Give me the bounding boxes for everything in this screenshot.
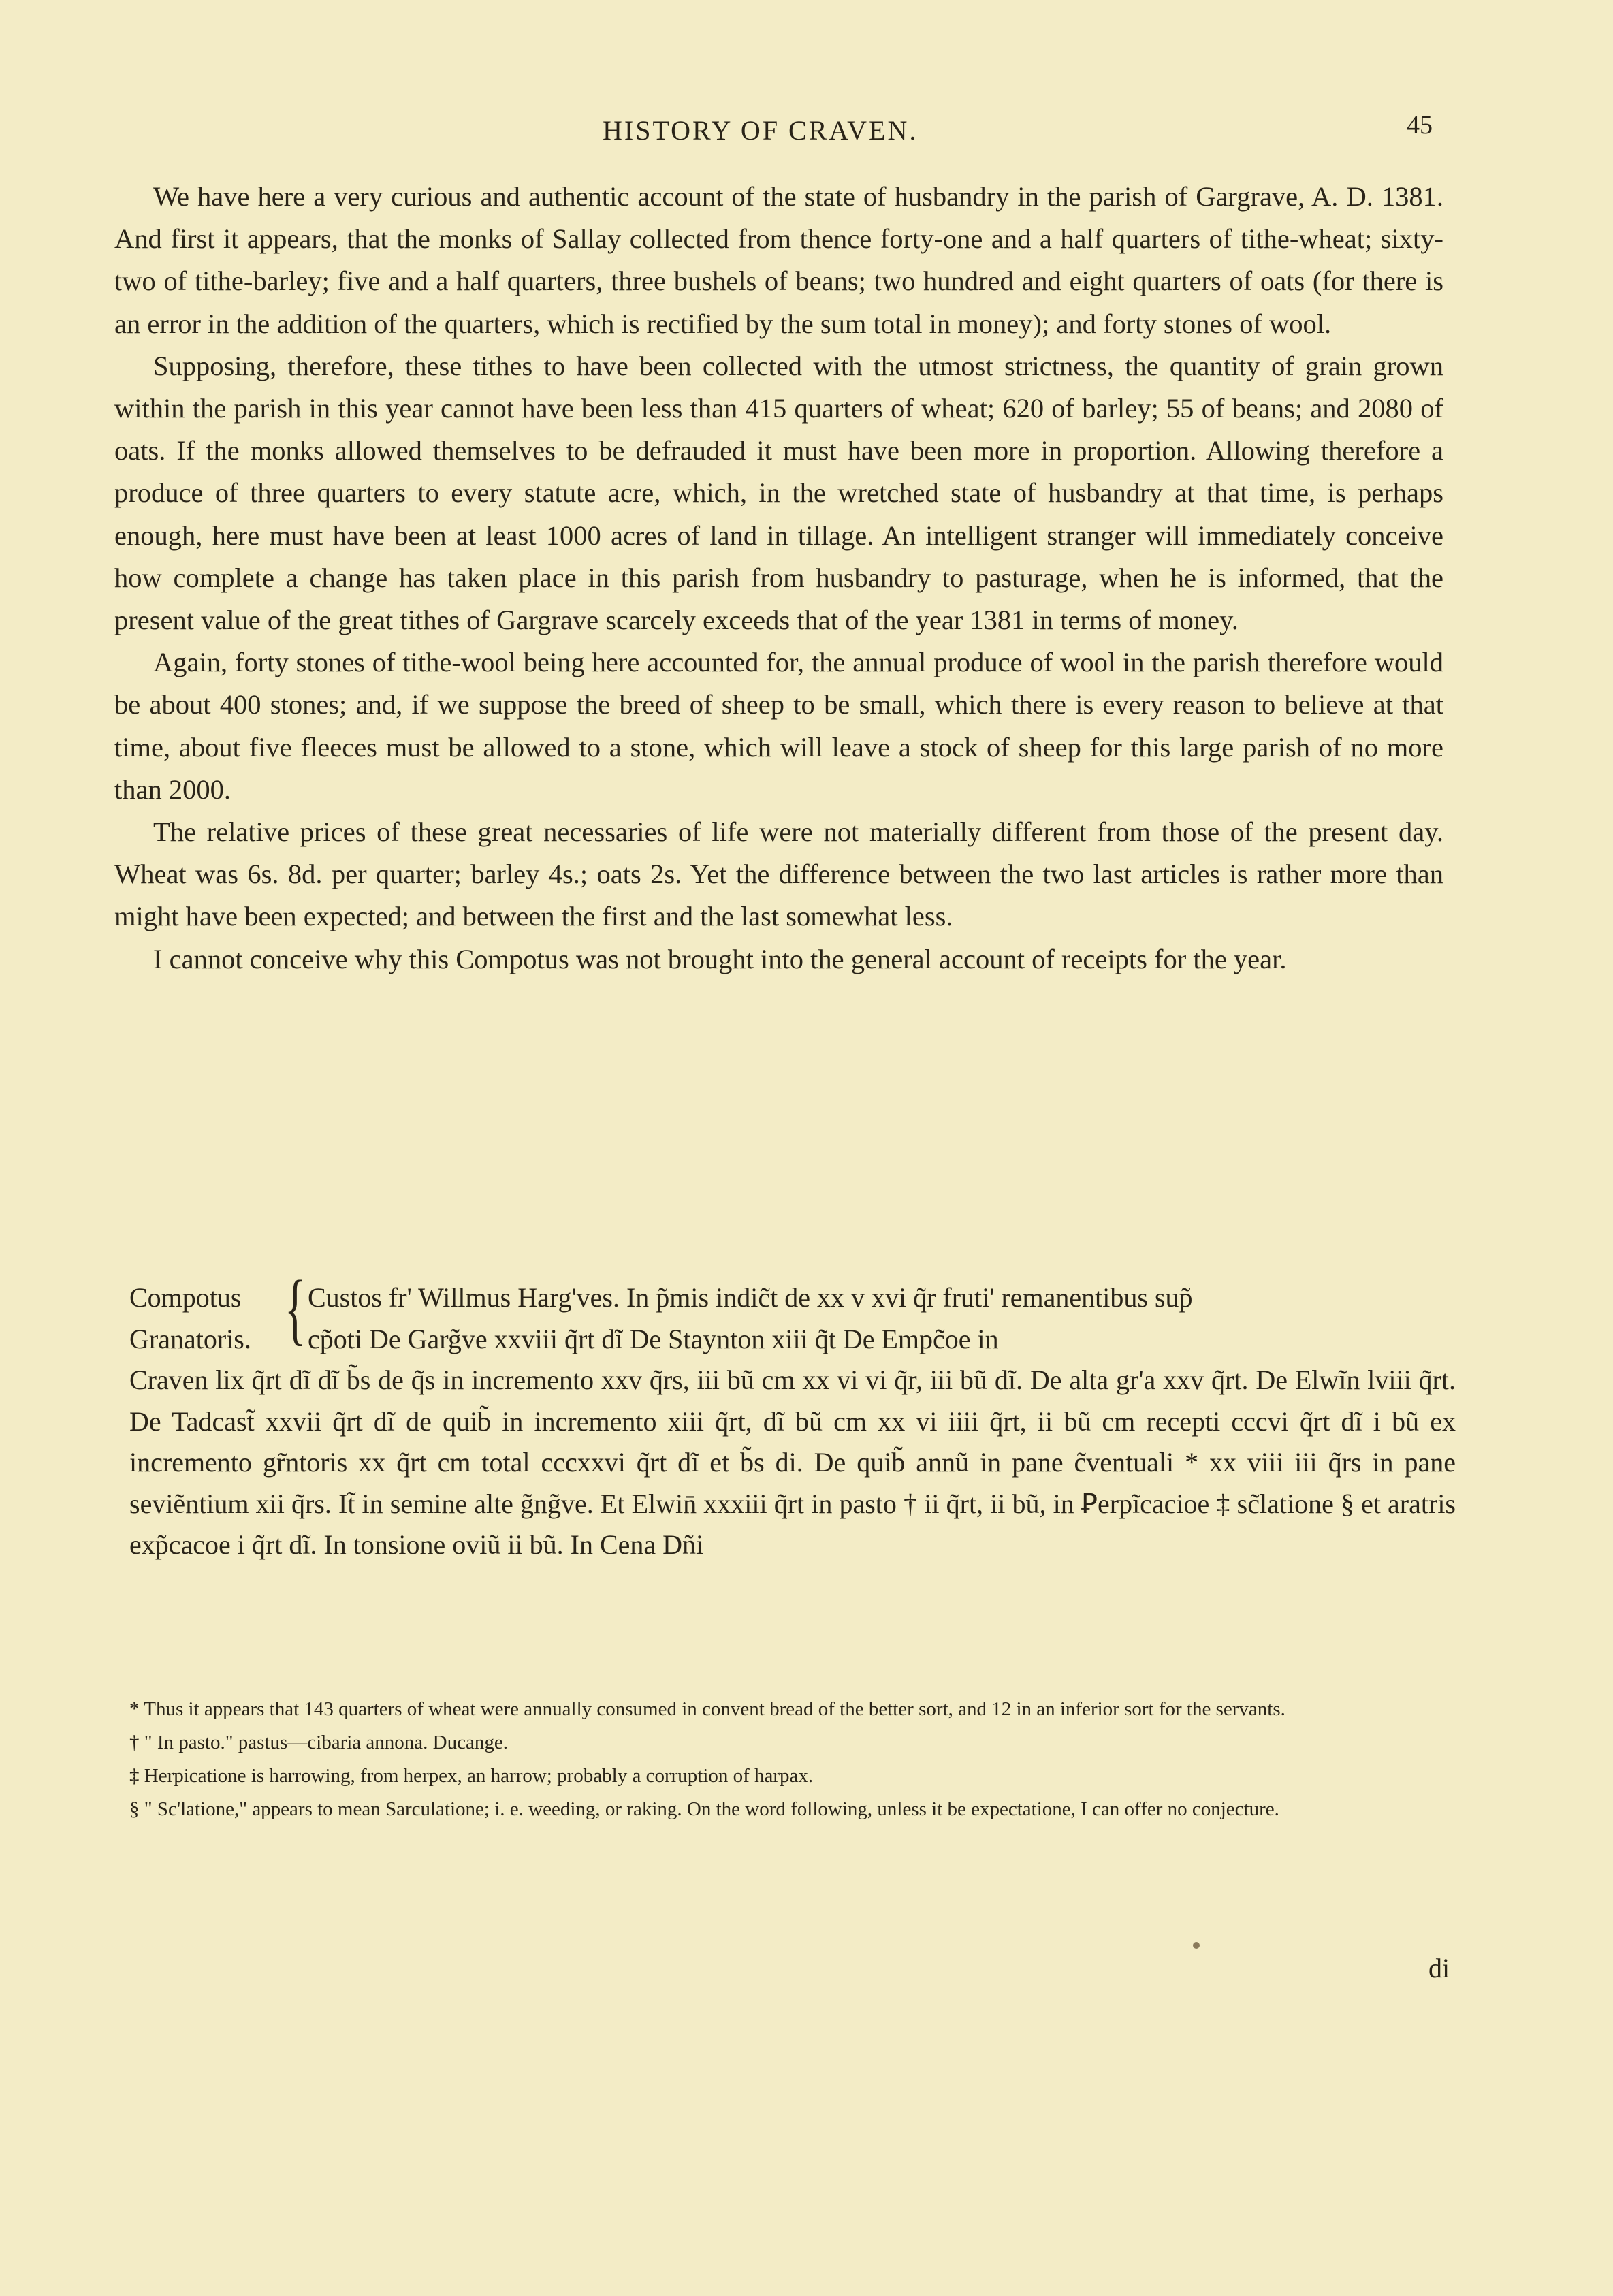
ink-speck xyxy=(1193,1942,1200,1949)
compotus-line: Custos fr' Willmus Harg'ves. In p̃mis indic̃t de xx v xvi q̃r fruti' remanentibus sup̃ xyxy=(308,1282,1193,1313)
paragraph: Supposing, therefore, these tithes to have been collected with the utmost strictness, the quantity of grain grown within the parish in this year cannot have been less than 415 quarters of wheat; 620 of barley; 55 of beans; and 2080 of oats. If the monks allowed themselves to be defrauded it must have been more in proportion. Allowing therefore a produce of three quarters to every statute acre, which, in the wretched state of husbandry at that time, is perhaps enough, here must have been at least 1000 acres of land in tillage. An intelligent stranger will immediately conceive how complete a change has taken place in this parish from husbandry to pasturage, when he is informed, that the present value of the great tithes of Gargrave scarcely exceeds that of the year 1381 in terms of money. xyxy=(114,350,1443,636)
main-text xyxy=(114,176,1443,980)
compotus-heading-text xyxy=(308,1277,1456,1360)
footnote: * Thus it appears that 143 quarters of wheat were annually consumed in convent bread of the better sort, and 12 in an inferior sort for the servants. xyxy=(129,1698,1285,1720)
paragraph: Again, forty stones of tithe-wool being here accounted for, the annual produce of wool in the parish therefore would be about 400 stones; and, if we suppose the breed of sheep to be small, which there is every reason to believe at that time, about five fleeces must be allowed to a stone, which will leave a stock of sheep for this large parish of no more than 2000. xyxy=(114,647,1443,805)
page-header xyxy=(0,111,1613,162)
catchword: di xyxy=(1428,1953,1450,1983)
paragraph: The relative prices of these great necessaries of life were not materially different from those of the present day. Wheat was 6s. 8d. per quarter; barley 4s.; oats 2s. Yet the difference between the two last articles is rather more than might have been expected; and between the first and the last somewhat less. xyxy=(114,816,1443,932)
compotus-heading xyxy=(129,1264,1456,1360)
page-number: 45 xyxy=(1407,111,1433,140)
footnotes xyxy=(129,1695,1440,1829)
compotus-label-line: Granatoris. xyxy=(129,1323,251,1354)
paragraph: I cannot conceive why this Compotus was not brought into the general account of receipts for the year. xyxy=(153,943,1287,974)
running-title: HISTORY OF CRAVEN. xyxy=(603,115,919,146)
footnote: † " In pasto." pastus—cibaria annona. Ducange. xyxy=(129,1732,508,1753)
compotus-label xyxy=(129,1277,278,1360)
footnote: ‡ Herpicatione is harrowing, from herpex, an harrow; probably a corruption of harpax. xyxy=(129,1765,814,1787)
paragraph: We have here a very curious and authentic account of the state of husbandry in the parish of Gargrave, A. D. 1381. And first it appears, that the monks of Sallay collected from thence forty-one and a half quarters of tithe-wheat; sixty-two of tithe-barley; five and a half quarters, three bushels of beans; two hundred and eight quarters of oats (for there is an error in the addition of the quarters, which is rectified by the sum total in money); and forty stones of wool. xyxy=(114,181,1443,339)
compotus-body: Craven lix q̃rt dĩ dĩ b̃s de q̃s in incremento xxv q̃rs, iii bũ cm xx vi vi q̃r, iii bũ dĩ. De alta gr'a xxv q̃rt. De Elwĩn lviii q̃rt. De Tadcast̃ xxvii q̃rt dĩ de quib̃ in incremento xiii q̃rt, dĩ bũ cm xx vi iiii q̃rt, ii bũ cm recepti cccvi q̃rt dĩ i bũ ex incremento gr̃ntoris xx q̃rt cm total cccxxvi q̃rt dĩ et b̃s di. De quib̃ annũ in pane c̃ventuali * xx viii iii q̃rs in pane seviẽntium xii q̃rs. It̃ in semine alte g̃ng̃ve. Et Elwin̄ xxxiii q̃rt in pasto † ii q̃rt, ii bũ, in Ꝑerpĩcacioe ‡ sc̃latione § et aratris exp̃cacoe i q̃rt dĩ. In tonsione oviũ ii bũ. In Cena Dñi xyxy=(129,1365,1456,1560)
curly-brace-icon: { xyxy=(284,1264,306,1353)
compotus-label-line: Compotus xyxy=(129,1282,242,1313)
compotus-line: cp̃oti De Garg̃ve xxviii q̃rt dĩ De Staynton xiii q̃t De Empc̃oe in xyxy=(308,1323,999,1354)
compotus-transcription xyxy=(129,1264,1456,1566)
footnote: § " Sc'latione," appears to mean Sarculatione; i. e. weeding, or raking. On the word following, unless it be expectatione, I can offer no conjecture. xyxy=(129,1798,1279,1820)
